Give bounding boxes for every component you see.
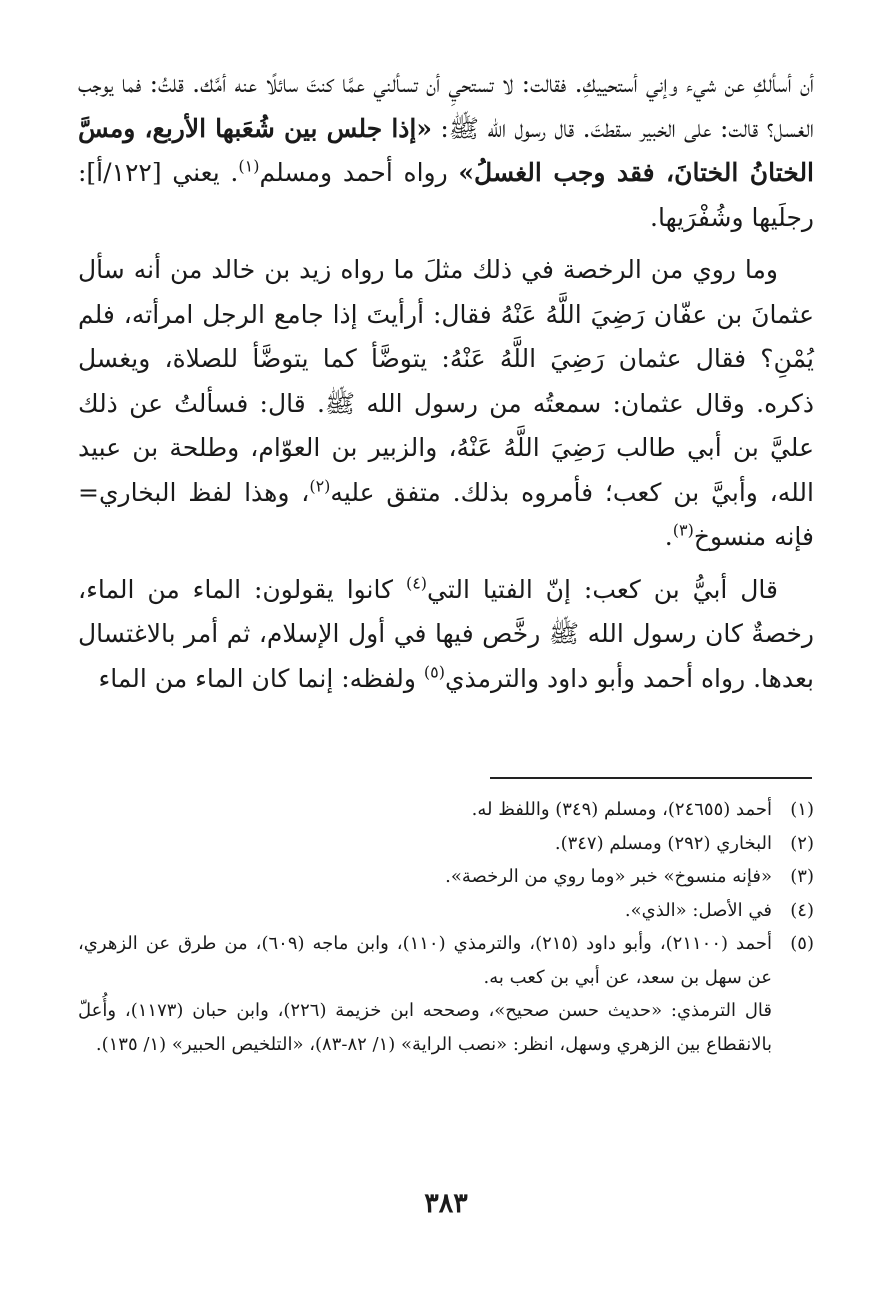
- footnote-ref-2: (٢): [309, 476, 331, 496]
- hadith-quote: «إذا جلس بين شُعَبها الأربع، ومسَّ الختانُ الختانَ، فقد وجب الغسلُ»: [78, 113, 815, 187]
- footnote-text: أحمد (٢١١٠٠)، وأبو داود (٢١٥)، والترمذي (١١٠)، وابن ماجه (٦٠٩)، من طرق عن الزهري، عن سهل بن سعد، عن أبي بن كعب به.: [78, 933, 772, 988]
- footnote-text: في الأصل: «الذي».: [624, 899, 772, 921]
- footnote-5: [78, 927, 814, 1061]
- footnote-number: (١): [790, 799, 814, 820]
- footnote-text: قال الترمذي: «حديث حسن صحيح»، وصححه ابن خزيمة (٢٢٦)، وابن حبان (١١٧٣)، وأُعلّ بالانقطاع بين الزهري وسهل، انظر: «نصب الراية» (١/ ٨٢-٨٣)، «التلخيص الحبير» (١/ ١٣٥).: [78, 1000, 772, 1055]
- footnote-ref-1: (١): [238, 156, 260, 176]
- footnote-text: «فإنه منسوخ» خبر «وما روي من الرخصة».: [445, 866, 772, 887]
- footnote-ref-5: (٥): [423, 662, 445, 682]
- footnote-number: (٤): [790, 899, 814, 921]
- footnote-4: [78, 894, 814, 928]
- footnote-ref-4: (٤): [405, 573, 428, 593]
- footnotes: [78, 793, 814, 1061]
- footnote-number: (٥): [790, 933, 814, 954]
- footnote-number: (٣): [790, 866, 814, 887]
- footnote-2: [78, 827, 814, 861]
- page-number: ٣٨٣: [424, 1188, 468, 1219]
- paragraph-3: قال أبيُّ بن كعب: إنّ الفتيا التي$^{(٤)}$ كانوا يقولون: الماء من الماء، رخصةٌ كان رسول الله ﷺ رخَّص فيها في أول الإسلام، ثم أمر بالاغتسال بعدها. رواه أحمد وأبو داود والترمذي$^{(٥)}$ ولفظه: إنما كان الماء من الماء: [78, 573, 814, 693]
- main-text: [78, 62, 814, 701]
- footnote-3: [78, 860, 814, 894]
- footnote-separator: [490, 777, 812, 779]
- paragraph-2: وما روي من الرخصة في ذلك مثلَ ما رواه زيد بن خالد من أنه سأل عثمانَ بن عفّان رَضِيَ اللَّهُ عَنْهُ فقال: أرأيتَ إذا جامع الرجل امرأته، فلم يُمْنِ؟ فقال عثمان رَضِيَ اللَّهُ عَنْهُ: يتوضَّأ كما يتوضَّأ للصلاة، ويغسل ذكره. وقال عثمان: سمعتُه من رسول الله ﷺ. قال: فسألتُ عن ذلك عليَّ بن أبي طالب رَضِيَ اللَّهُ عَنْهُ، والزبير بن العوّام، وطلحة بن عبيد الله، وأبيَّ بن كعب؛ فأمروه بذلك. متفق عليه$^{(٢)}$، وهذا لفظ البخاري= فإنه منسوخ$^{(٣)}$.: [78, 255, 814, 551]
- footnote-text: البخاري (٢٩٢) ومسلم (٣٤٧).: [554, 832, 772, 854]
- paragraph-1: أن أسألكِ عن شيء وإني أستحييكِ. فقالت: لا تستحيِ أن تسألني عمَّا كنتَ سائلًا عنه أمَّك. قلتُ: فما يوجب الغسل؟ قالت: على الخبير سقطتَ. قال رسول الله ﷺ: «إذا جلس بين شُعَبها الأربع، ومسَّ الختانُ الختانَ، فقد وجب الغسلُ» رواه أحمد ومسلم$^{(١)}$. يعني [١٢٢/أ]: رجلَيها وشُفْرَيها.: [78, 69, 815, 232]
- footnote-number: (٢): [790, 832, 814, 854]
- footnote-text: أحمد (٢٤٦٥٥)، ومسلم (٣٤٩) واللفظ له.: [471, 799, 772, 820]
- footnote-ref-3: (٣): [672, 520, 694, 540]
- footnote-1: [78, 793, 814, 827]
